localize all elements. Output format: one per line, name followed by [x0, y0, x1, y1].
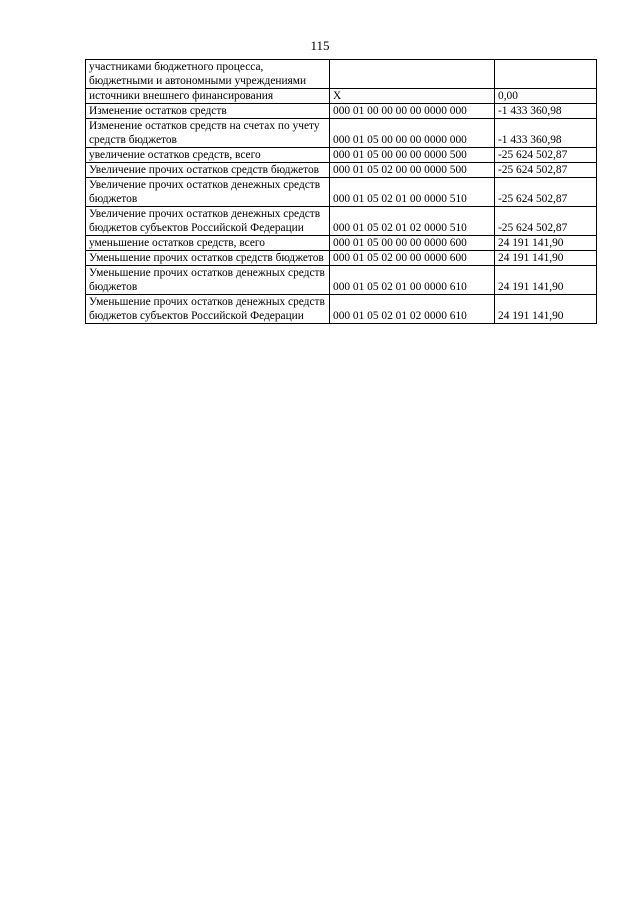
- row-value-cell: -25 624 502,87: [495, 178, 597, 207]
- row-name-cell: Увеличение прочих остатков средств бюджетов: [86, 163, 330, 178]
- row-name-cell: Изменение остатков средств: [86, 104, 330, 119]
- row-code-cell: 000 01 05 02 01 02 0000 510: [330, 207, 495, 236]
- table-row: [86, 60, 597, 89]
- row-name-cell: участниками бюджетного процесса, бюджетными и автономными учреждениями: [86, 60, 330, 89]
- row-value-cell: -1 433 360,98: [495, 119, 597, 148]
- row-value-cell: 24 191 141,90: [495, 266, 597, 295]
- row-code-cell: 000 01 05 00 00 00 0000 600: [330, 236, 495, 251]
- table-row: [86, 236, 597, 251]
- row-name-cell: Изменение остатков средств на счетах по учету средств бюджетов: [86, 119, 330, 148]
- row-code-cell: 000 01 00 00 00 00 0000 000: [330, 104, 495, 119]
- row-value-cell: -1 433 360,98: [495, 104, 597, 119]
- row-value-cell: -25 624 502,87: [495, 148, 597, 163]
- budget-sources-table: [85, 59, 597, 324]
- table-row: [86, 266, 597, 295]
- table-row: [86, 178, 597, 207]
- table-row: [86, 89, 597, 104]
- row-name-cell: Увеличение прочих остатков денежных средств бюджетов: [86, 178, 330, 207]
- row-name-cell: Увеличение прочих остатков денежных средств бюджетов субъектов Российской Федерации: [86, 207, 330, 236]
- table-row: [86, 104, 597, 119]
- row-code-cell: 000 01 05 02 00 00 0000 500: [330, 163, 495, 178]
- row-code-cell: X: [330, 89, 495, 104]
- row-value-cell: 0,00: [495, 89, 597, 104]
- row-code-cell: [330, 60, 495, 89]
- table-row: [86, 163, 597, 178]
- table-row: [86, 119, 597, 148]
- row-code-cell: 000 01 05 02 00 00 0000 600: [330, 251, 495, 266]
- row-value-cell: 24 191 141,90: [495, 295, 597, 324]
- row-code-cell: 000 01 05 02 01 00 0000 510: [330, 178, 495, 207]
- row-name-cell: увеличение остатков средств, всего: [86, 148, 330, 163]
- row-value-cell: -25 624 502,87: [495, 207, 597, 236]
- row-name-cell: Уменьшение прочих остатков денежных средств бюджетов субъектов Российской Федерации: [86, 295, 330, 324]
- row-name-cell: Уменьшение прочих остатков средств бюджетов: [86, 251, 330, 266]
- table-row: [86, 148, 597, 163]
- row-code-cell: 000 01 05 02 01 00 0000 610: [330, 266, 495, 295]
- page-number: 115: [310, 38, 330, 53]
- row-value-cell: -25 624 502,87: [495, 163, 597, 178]
- table-row: [86, 251, 597, 266]
- table-row: [86, 295, 597, 324]
- row-code-cell: 000 01 05 00 00 00 0000 500: [330, 148, 495, 163]
- row-value-cell: [495, 60, 597, 89]
- row-name-cell: Уменьшение прочих остатков денежных средств бюджетов: [86, 266, 330, 295]
- table-row: [86, 207, 597, 236]
- row-code-cell: 000 01 05 02 01 02 0000 610: [330, 295, 495, 324]
- row-name-cell: источники внешнего финансирования: [86, 89, 330, 104]
- row-value-cell: 24 191 141,90: [495, 251, 597, 266]
- row-value-cell: 24 191 141,90: [495, 236, 597, 251]
- table-body: [86, 60, 597, 324]
- row-name-cell: уменьшение остатков средств, всего: [86, 236, 330, 251]
- row-code-cell: 000 01 05 00 00 00 0000 000: [330, 119, 495, 148]
